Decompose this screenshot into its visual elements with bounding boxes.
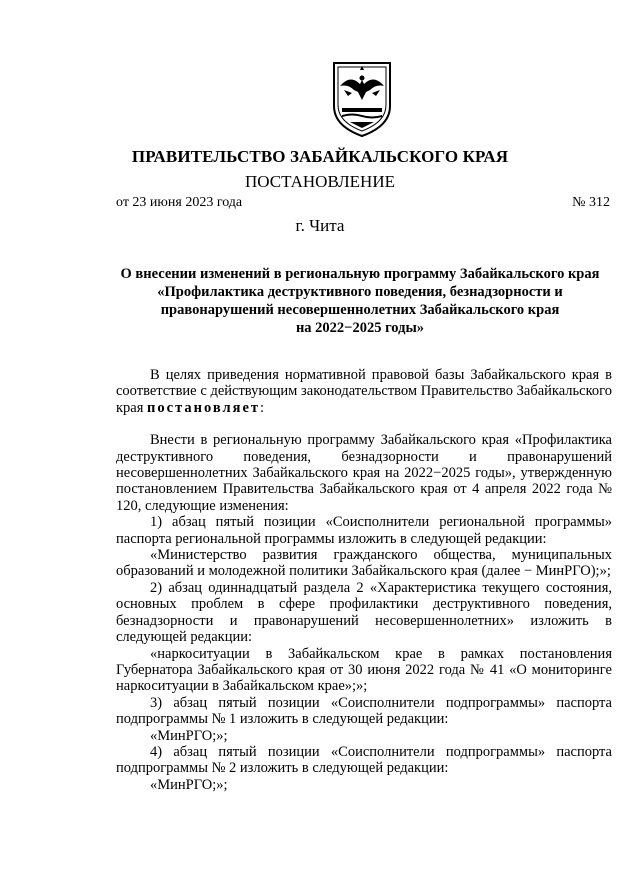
subject-line: правонарушений несовершеннолетних Забайкальского края — [160, 302, 560, 318]
body-paragraph: «Министерство развития гражданского общества, муниципальных образований и молодежной политики Забайкальского края (далее − МинРГО);»; — [116, 547, 612, 580]
subject-line: «Профилактика деструктивного поведения, безнадзорности и — [157, 284, 563, 300]
document-type: ПОСТАНОВЛЕНИЕ — [244, 172, 395, 191]
document-subject — [110, 265, 610, 337]
body-paragraph: 2) абзац одиннадцатый раздела 2 «Характеристика текущего состояния, основных проблем в сфере профилактики деструктивного поведения, безнадзорности и правонарушений несовершеннолетних» изложить в следующей редакции: — [116, 579, 612, 646]
document-number: № 312 — [572, 195, 610, 210]
coat-of-arms-icon — [330, 60, 394, 138]
preamble-text: В целях приведения нормативной правовой базы Забайкальского края в соответствие с действующим законодательством Правительство Забайкальского края — [116, 367, 612, 416]
body-paragraph: «МинРГО;»; — [150, 727, 228, 744]
preamble-paragraph — [116, 367, 612, 416]
body-paragraph: 1) абзац пятый позиции «Соисполнители региональной программы» паспорта региональной программы изложить в следующей редакции: — [116, 514, 612, 547]
decree-keyword: постановляет — [147, 399, 261, 416]
subject-line: на 2022−2025 годы» — [295, 320, 425, 336]
body-paragraph: 4) абзац пятый позиции «Соисполнители подпрограммы» паспорта подпрограммы № 2 изложить в следующей редакции: — [116, 743, 612, 777]
document-date: от 23 июня 2023 года — [116, 195, 243, 210]
document-city: г. Чита — [295, 216, 345, 235]
subject-line: О внесении изменений в региональную программу Забайкальского края — [120, 266, 600, 282]
body-paragraph: «наркоситуации в Забайкальском крае в рамках постановления Губернатора Забайкальского края от 30 июня 2022 года № 41 «О мониторинге наркоситуации в Забайкальском крае»;»; — [116, 645, 612, 695]
body-paragraph: Внести в региональную программу Забайкальского края «Профилактика деструктивного поведения, безнадзорности и правонарушений несовершеннолетних Забайкальского края на 2022−2025 годы», утвержденную постановлением Правительства Забайкальского края от 4 апреля 2022 года № 120, следующие изменения: — [116, 432, 612, 514]
body-paragraph: 3) абзац пятый позиции «Соисполнители подпрограммы» паспорта подпрограммы № 1 изложить в следующей редакции: — [116, 694, 612, 728]
government-title: ПРАВИТЕЛЬСТВО ЗАБАЙКАЛЬСКОГО КРАЯ — [131, 147, 509, 166]
body-paragraph: «МинРГО;»; — [150, 776, 228, 793]
document-body — [116, 367, 612, 793]
preamble-end: : — [260, 399, 265, 416]
